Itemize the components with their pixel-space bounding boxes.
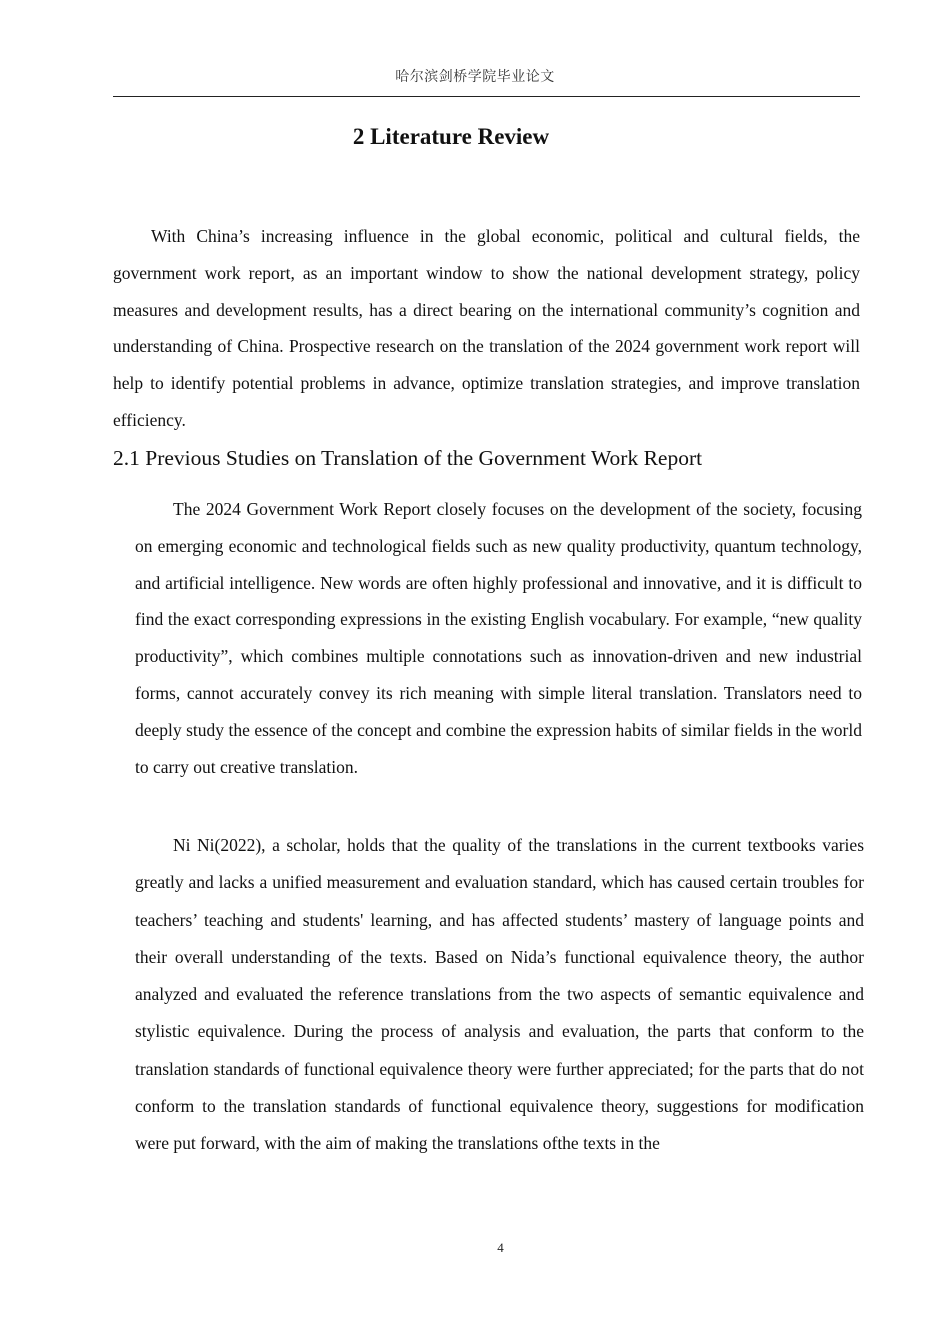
intro-paragraph: With China’s increasing influence in the global economic, political and cultural fields, the government work report, as an important window to show the national development strategy, policy measures and development results, has a direct bearing on the international community’s cognition and understanding of China. Prospective research on the translation of the 2024 government work report will help to identify potential problems in advance, optimize translation strategies, and improve translation efficiency. (113, 226, 860, 430)
section-paragraph-2: Ni Ni(2022), a scholar, holds that the quality of the translations in the current textbooks varies greatly and lacks a unified measurement and evaluation standard, which has caused certain troubles for teachers’ teaching and students' learning, and has affected students’ mastery of language points and their overall understanding of the texts. Based on Nida’s functional equivalence theory, the author analyzed and evaluated the reference translations from the two aspects of semantic equivalence and stylistic equivalence. During the process of analysis and evaluation, the parts that conform to the translation standards of functional equivalence theory were further appreciated; for the parts that do not conform to the translation standards of functional equivalence theory, suggestions for modification were put forward, with the aim of making the translations ofthe texts in the (135, 835, 864, 1154)
section-paragraph-1: The 2024 Government Work Report closely focuses on the development of the society, focusing on emerging economic and technological fields such as new quality productivity, quantum technology, and artificial intelligence. New words are often highly professional and innovative, and it is difficult to find the exact corresponding expressions in the existing English vocabulary. For example, “new quality productivity”, which combines multiple connotations such as innovation-driven and new industrial forms, cannot accurately convey its rich meaning with simple literal translation. Translators need to deeply study the essence of the concept and combine the expression habits of similar fields in the world to carry out creative translation. (135, 499, 862, 777)
section-title: 2.1 Previous Studies on Translation of the Government Work Report (113, 446, 703, 470)
running-header: 哈尔滨剑桥学院毕业论文 (395, 69, 555, 85)
chapter-title: 2 Literature Review (352, 124, 550, 149)
header-divider (113, 96, 860, 97)
page-number: 4 (497, 1240, 504, 1255)
